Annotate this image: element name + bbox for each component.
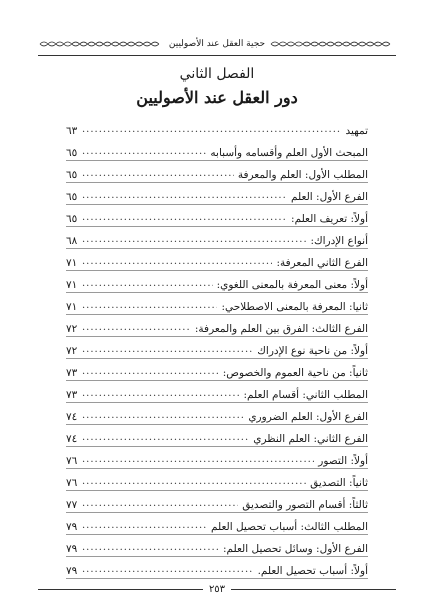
toc-entry-page: ٧٣ <box>66 367 78 379</box>
toc-entry-page: ٦٨ <box>66 235 78 247</box>
toc-dot-leader <box>82 145 206 159</box>
toc-entry <box>66 204 368 226</box>
toc-entry-page: ٧٣ <box>66 389 78 401</box>
toc-entry <box>66 534 368 556</box>
toc-dot-leader <box>82 277 213 291</box>
toc-entry-page: ٧٤ <box>66 411 78 423</box>
toc-entry <box>66 248 368 270</box>
toc-dot-leader <box>82 123 341 137</box>
toc-entry <box>66 182 368 204</box>
toc-entry <box>66 512 368 534</box>
toc-entry <box>66 380 368 402</box>
toc-entry-title: المبحث الأول العلم وأقسامه وأسبابه <box>210 147 368 159</box>
running-head: حجية العقل عند الأصوليين <box>168 39 266 49</box>
toc-entry <box>66 490 368 512</box>
ornament-icon <box>38 39 165 49</box>
toc-entry <box>66 138 368 160</box>
toc-entry-title: الفرع الثاني: العلم النظري <box>253 433 368 445</box>
page-footer <box>38 582 396 596</box>
table-of-contents <box>66 116 368 578</box>
footer-rule-left <box>38 589 203 590</box>
header-rule <box>38 55 396 56</box>
toc-dot-leader <box>82 409 244 423</box>
ornament-icon <box>269 39 396 49</box>
toc-entry-title: ثانيا: المعرفة بالمعنى الاصطلاحي: <box>221 301 368 313</box>
toc-entry-page: ٦٥ <box>66 147 78 159</box>
toc-entry <box>66 468 368 490</box>
toc-entry-title: المطلب الثالث: أسباب تحصيل العلم <box>210 521 368 533</box>
toc-entry-page: ٦٥ <box>66 213 78 225</box>
toc-dot-leader <box>82 541 219 555</box>
toc-entry-title: المطلب الأول: العلم والمعرفة <box>237 169 368 181</box>
toc-entry-title: أنواع الإدراك: <box>310 235 368 247</box>
toc-entry <box>66 336 368 358</box>
toc-entry-title: الفرع الأول: وسائل تحصيل العلم: <box>222 543 368 555</box>
toc-entry-title: ثانياً: التصديق <box>310 477 368 489</box>
chapter-title: دور العقل عند الأصوليين <box>136 88 298 107</box>
page-number: ٢٥٣ <box>208 583 226 595</box>
page-header <box>38 36 396 52</box>
toc-entry-title: أولاً: تعريف العلم: <box>291 213 368 225</box>
toc-entry <box>66 292 368 314</box>
chapter-label: الفصل الثاني <box>179 66 255 82</box>
toc-entry <box>66 556 368 578</box>
toc-entry <box>66 358 368 380</box>
toc-entry-title: أولاً: التصور <box>318 455 368 467</box>
header-ornament-left <box>38 39 165 49</box>
toc-entry-title: الفرع الثاني المعرفة: <box>276 257 368 269</box>
toc-entry-page: ٧١ <box>66 279 78 291</box>
toc-entry-title: الفرع الثالث: الفرق بين العلم والمعرفة: <box>194 323 368 335</box>
toc-entry <box>66 314 368 336</box>
toc-entry-title: أولاً: أسباب تحصيل العلم. <box>257 565 368 577</box>
toc-entry-title: أولاً: معنى المعرفة بالمعنى اللغوي: <box>216 279 368 291</box>
toc-entry <box>66 160 368 182</box>
toc-entry-page: ٦٥ <box>66 191 78 203</box>
toc-entry-title: الفرع الأول: العلم <box>291 191 368 203</box>
toc-entry-page: ٧٢ <box>66 345 78 357</box>
toc-dot-leader <box>82 167 234 181</box>
toc-entry-title: تمهيد <box>345 125 368 137</box>
toc-entry <box>66 424 368 446</box>
toc-entry-page: ٦٣ <box>66 125 78 137</box>
toc-dot-leader <box>82 211 287 225</box>
toc-entry-page: ٧٧ <box>66 499 78 511</box>
toc-entry-title: ثانياً: من ناحية العموم والخصوص: <box>222 367 368 379</box>
footer-rule-right <box>231 589 396 590</box>
toc-entry <box>66 402 368 424</box>
toc-dot-leader <box>82 453 314 467</box>
toc-entry-page: ٧٩ <box>66 521 78 533</box>
toc-dot-leader <box>82 343 253 357</box>
toc-dot-leader <box>82 365 219 379</box>
toc-entry-title: المطلب الثاني: أقسام العلم: <box>243 389 368 401</box>
toc-entry-title: أولاً: من ناحية نوع الإدراك <box>257 345 368 357</box>
toc-dot-leader <box>82 563 254 577</box>
toc-dot-leader <box>82 519 207 533</box>
toc-entry <box>66 446 368 468</box>
toc-entry-page: ٧٤ <box>66 433 78 445</box>
toc-dot-leader <box>82 387 240 401</box>
toc-entry-page: ٧٢ <box>66 323 78 335</box>
toc-entry-page: ٧١ <box>66 257 78 269</box>
toc-entry <box>66 270 368 292</box>
header-ornament-right <box>269 39 396 49</box>
toc-dot-leader <box>82 431 249 445</box>
toc-entry-page: ٧١ <box>66 301 78 313</box>
toc-dot-leader <box>82 321 191 335</box>
toc-dot-leader <box>82 255 272 269</box>
toc-entry-title: الفرع الأول: العلم الضروري <box>248 411 368 423</box>
toc-entry-page: ٧٩ <box>66 543 78 555</box>
toc-dot-leader <box>82 475 306 489</box>
toc-dot-leader <box>82 189 287 203</box>
toc-entry-page: ٧٦ <box>66 455 78 467</box>
toc-entry <box>66 226 368 248</box>
toc-dot-leader <box>82 497 238 511</box>
toc-dot-leader <box>82 233 306 247</box>
toc-entry-title: ثالثاً: أقسام التصور والتصديق <box>242 499 368 511</box>
toc-entry-page: ٦٥ <box>66 169 78 181</box>
toc-dot-leader <box>82 299 217 313</box>
toc-entry-page: ٧٩ <box>66 565 78 577</box>
toc-entry <box>66 116 368 138</box>
toc-entry-page: ٧٦ <box>66 477 78 489</box>
